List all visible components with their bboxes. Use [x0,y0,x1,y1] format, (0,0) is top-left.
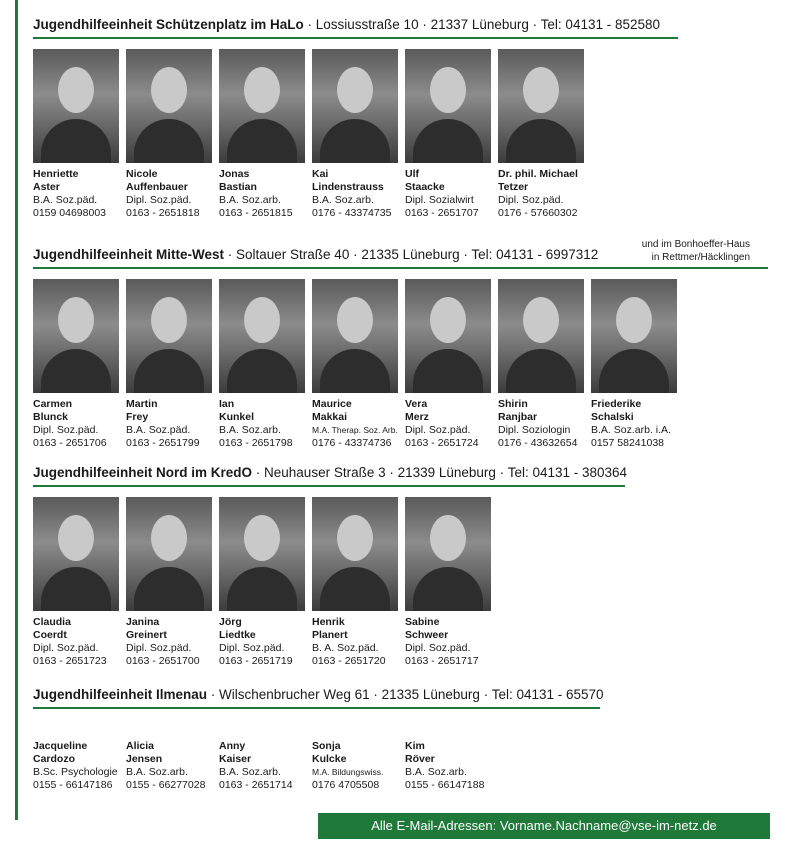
photo-body-shape [227,349,297,393]
photo-body-shape [41,349,111,393]
staff-last-name: Coerdt [33,629,67,641]
staff-photo [126,49,212,163]
staff-first-name: Ulf [405,168,419,180]
staff-last-name: Greinert [126,629,167,641]
photo-head-shape [430,297,466,343]
staff-first-name: Nicole [126,168,158,180]
staff-phone: 0155 - 66147188 [405,779,485,791]
staff-card [126,735,218,792]
staff-first-name: Jonas [219,168,250,180]
staff-info [312,740,404,792]
staff-qualification: M.A. Bildungswiss. [312,767,384,777]
photo-head-shape [430,67,466,113]
photo-head-shape [151,297,187,343]
staff-phone: 0176 - 43374735 [312,207,392,219]
staff-last-name: Bastian [219,181,257,193]
photo-body-shape [41,119,111,163]
staff-photo [405,49,491,163]
section-divider [33,707,600,709]
staff-first-name: Vera [405,398,428,410]
staff-first-name: Jacqueline [33,740,88,752]
staff-phone: 0176 - 43632654 [498,437,578,449]
staff-photo [405,497,491,611]
staff-last-name: Schweer [405,629,449,641]
staff-card [126,49,218,220]
staff-photo [126,497,212,611]
staff-qualification: Dipl. Soz.päd. [405,424,471,436]
staff-card [312,49,404,220]
staff-phone: 0163 - 2651724 [405,437,479,449]
photo-head-shape [430,515,466,561]
staff-qualification: B.A. Soz.arb. [219,424,281,436]
staff-last-name: Auffenbauer [126,181,188,193]
staff-qualification: Dipl. Soz.päd. [33,642,99,654]
staff-last-name: Ranjbar [498,411,538,423]
staff-card [126,497,218,668]
staff-last-name: Schalski [591,411,634,423]
staff-info [312,398,404,450]
photo-body-shape [413,567,483,611]
staff-first-name: Janina [126,616,160,628]
staff-phone: 0155 - 66277028 [126,779,206,791]
staff-first-name: Alicia [126,740,155,752]
staff-info [33,740,125,792]
staff-first-name: Ian [219,398,235,410]
staff-info [405,616,497,668]
section-contact: · Lossiusstraße 10 · 21337 Lüneburg · Tel: 04131 - 852580 [303,17,661,32]
staff-last-name: Kunkel [219,411,255,423]
staff-qualification: B.A. Soz.päd. [126,424,191,436]
staff-card [219,735,311,792]
photo-body-shape [413,349,483,393]
staff-first-name: Jörg [219,616,242,628]
staff-phone: 0163 - 2651818 [126,207,200,219]
staff-photo [312,497,398,611]
section-4 [33,686,800,795]
photo-body-shape [320,349,390,393]
staff-info [405,740,497,792]
staff-card [33,735,125,792]
staff-last-name: Blunck [33,411,69,423]
staff-qualification: B. A. Soz.päd. [312,642,379,654]
photo-body-shape [41,567,111,611]
section-name: Jugendhilfeeinheit Mitte-West [33,247,225,262]
staff-last-name: Jensen [126,753,163,765]
photo-head-shape [616,297,652,343]
section-divider [33,37,678,39]
staff-last-name: Tetzer [498,181,529,193]
photo-body-shape [599,349,669,393]
staff-info [33,616,125,668]
photo-head-shape [337,297,373,343]
staff-photo [219,279,305,393]
section-header [33,464,800,482]
staff-photo [498,279,584,393]
staff-phone: 0163 - 2651706 [33,437,107,449]
photo-head-shape [151,515,187,561]
photo-head-shape [244,515,280,561]
staff-card [219,497,311,668]
staff-last-name: Liedtke [219,629,256,641]
staff-card [126,279,218,450]
staff-qualification: Dipl. Soz.päd. [126,194,192,206]
staff-card [312,735,404,792]
staff-info [126,398,218,450]
left-accent-line [15,0,18,820]
staff-last-name: Aster [33,181,60,193]
staff-list [33,497,800,667]
staff-info [219,398,311,450]
staff-info [312,616,404,668]
photo-head-shape [337,67,373,113]
staff-card [312,279,404,450]
staff-first-name: Henrik [312,616,345,628]
photo-head-shape [58,297,94,343]
staff-card [33,49,125,220]
staff-last-name: Kaiser [219,753,252,765]
staff-info [405,398,497,450]
staff-phone: 0163 - 2651707 [405,207,479,219]
photo-body-shape [320,567,390,611]
staff-last-name: Makkai [312,411,348,423]
section-1 [33,16,800,219]
photo-head-shape [337,515,373,561]
staff-info [126,168,218,220]
photo-body-shape [506,349,576,393]
staff-first-name: Shirin [498,398,528,410]
section-name: Jugendhilfeeinheit Nord im KredO [33,465,253,480]
photo-body-shape [506,119,576,163]
staff-info [219,168,311,220]
staff-first-name: Kai [312,168,329,180]
section-note: und im Bonhoeffer-Haus in Rettmer/Häcklingen [641,239,750,263]
staff-last-name: Staacke [405,181,445,193]
staff-first-name: Kim [405,740,425,752]
staff-first-name: Anny [219,740,246,752]
staff-list [33,49,800,219]
staff-qualification: Dipl. Soz.päd. [126,642,192,654]
staff-phone: 0176 4705508 [312,779,380,791]
section-name: Jugendhilfeeinheit Ilmenau [33,687,208,702]
staff-qualification: Dipl. Soz.päd. [33,424,99,436]
staff-phone: 0155 - 66147186 [33,779,113,791]
staff-photo [126,279,212,393]
photo-head-shape [58,67,94,113]
staff-info [312,168,404,220]
staff-card [33,279,125,450]
photo-body-shape [134,349,204,393]
staff-info [591,398,683,450]
staff-phone: 0159 04698003 [33,207,106,219]
staff-card [498,279,590,450]
photo-body-shape [134,119,204,163]
staff-info [498,398,590,450]
photo-head-shape [244,67,280,113]
section-3 [33,464,800,667]
staff-last-name: Planert [312,629,348,641]
staff-card [219,49,311,220]
staff-card [312,497,404,668]
staff-first-name: Carmen [33,398,73,410]
staff-photo [33,497,119,611]
staff-qualification: B.A. Soz.arb. [126,766,188,778]
staff-qualification: Dipl. Soz.päd. [405,642,471,654]
section-divider [33,267,768,269]
photo-body-shape [413,119,483,163]
staff-phone: 0163 - 2651723 [33,655,107,667]
staff-phone: 0163 - 2651700 [126,655,200,667]
staff-phone: 0176 - 43374736 [312,437,392,449]
staff-card [405,279,497,450]
staff-photo [591,279,677,393]
staff-qualification: Dipl. Soz.päd. [219,642,285,654]
staff-photo [312,279,398,393]
staff-first-name: Martin [126,398,158,410]
staff-last-name: Cardozo [33,753,75,765]
staff-qualification: Dipl. Sozialwirt [405,194,474,206]
staff-info [219,616,311,668]
staff-last-name: Merz [405,411,429,423]
staff-qualification: B.A. Soz.arb. [219,194,281,206]
staff-photo [33,49,119,163]
staff-info [126,740,218,792]
staff-first-name: Claudia [33,616,71,628]
section-contact: · Wilschenbrucher Weg 61 · 21335 Lüneburg · Tel: 04131 - 65570 [207,687,604,702]
staff-first-name: Friederike [591,398,642,410]
staff-last-name: Kulcke [312,753,347,765]
staff-photo [33,279,119,393]
section-2 [33,239,800,449]
staff-list [33,279,800,449]
staff-qualification: B.A. Soz.arb. [219,766,281,778]
section-contact: · Neuhauser Straße 3 · 21339 Lüneburg · Tel: 04131 - 380364 [252,465,628,480]
section-header [33,686,800,704]
staff-info [33,398,125,450]
staff-card [498,49,590,220]
staff-photo [498,49,584,163]
staff-photo [312,49,398,163]
staff-first-name: Dr. phil. Michael [498,168,578,180]
staff-card [405,497,497,668]
staff-qualification: B.Sc. Psychologie [33,766,118,778]
staff-phone: 0163 - 2651717 [405,655,479,667]
section-divider [33,485,625,487]
staff-phone: 0176 - 57660302 [498,207,578,219]
staff-phone: 0163 - 2651798 [219,437,293,449]
photo-body-shape [227,567,297,611]
staff-qualification: Dipl. Soziologin [498,424,571,436]
staff-info [126,616,218,668]
staff-last-name: Lindenstrauss [312,181,384,193]
staff-phone: 0163 - 2651720 [312,655,386,667]
staff-card [33,497,125,668]
staff-last-name: Röver [405,753,435,765]
photo-body-shape [320,119,390,163]
staff-phone: 0163 - 2651815 [219,207,293,219]
staff-card [405,735,497,792]
photo-head-shape [58,515,94,561]
staff-photo [219,49,305,163]
staff-qualification: B.A. Soz.arb. [312,194,374,206]
staff-qualification: M.A. Therap. Soz. Arb. [312,425,398,435]
staff-phone: 0163 - 2651719 [219,655,293,667]
staff-info [33,168,125,220]
staff-qualification: B.A. Soz.päd. [33,194,98,206]
staff-first-name: Sonja [312,740,341,752]
photo-body-shape [134,567,204,611]
staff-qualification: Dipl. Soz.päd. [498,194,564,206]
photo-body-shape [227,119,297,163]
photo-head-shape [523,297,559,343]
staff-card [591,279,683,450]
staff-qualification: B.A. Soz.arb. [405,766,467,778]
staff-list [33,735,800,795]
staff-info [219,740,311,792]
staff-phone: 0163 - 2651714 [219,779,293,791]
photo-head-shape [151,67,187,113]
staff-card [219,279,311,450]
staff-first-name: Henriette [33,168,79,180]
staff-photo [219,497,305,611]
staff-info [405,168,497,220]
staff-phone: 0157 58241038 [591,437,664,449]
staff-first-name: Sabine [405,616,440,628]
section-contact: · Soltauer Straße 40 · 21335 Lüneburg · Tel: 04131 - 6997312 [224,247,599,262]
staff-phone: 0163 - 2651799 [126,437,200,449]
staff-last-name: Frey [126,411,149,423]
photo-head-shape [523,67,559,113]
staff-info [498,168,590,220]
section-header [33,16,800,34]
staff-card [405,49,497,220]
email-footer-banner: Alle E-Mail-Adressen: Vorname.Nachname@vse-im-netz.de [318,813,770,839]
photo-head-shape [244,297,280,343]
staff-photo [405,279,491,393]
section-name: Jugendhilfeeinheit Schützenplatz im HaLo [33,17,304,32]
staff-first-name: Maurice [312,398,352,410]
staff-qualification: B.A. Soz.arb. i.A. [591,424,671,436]
